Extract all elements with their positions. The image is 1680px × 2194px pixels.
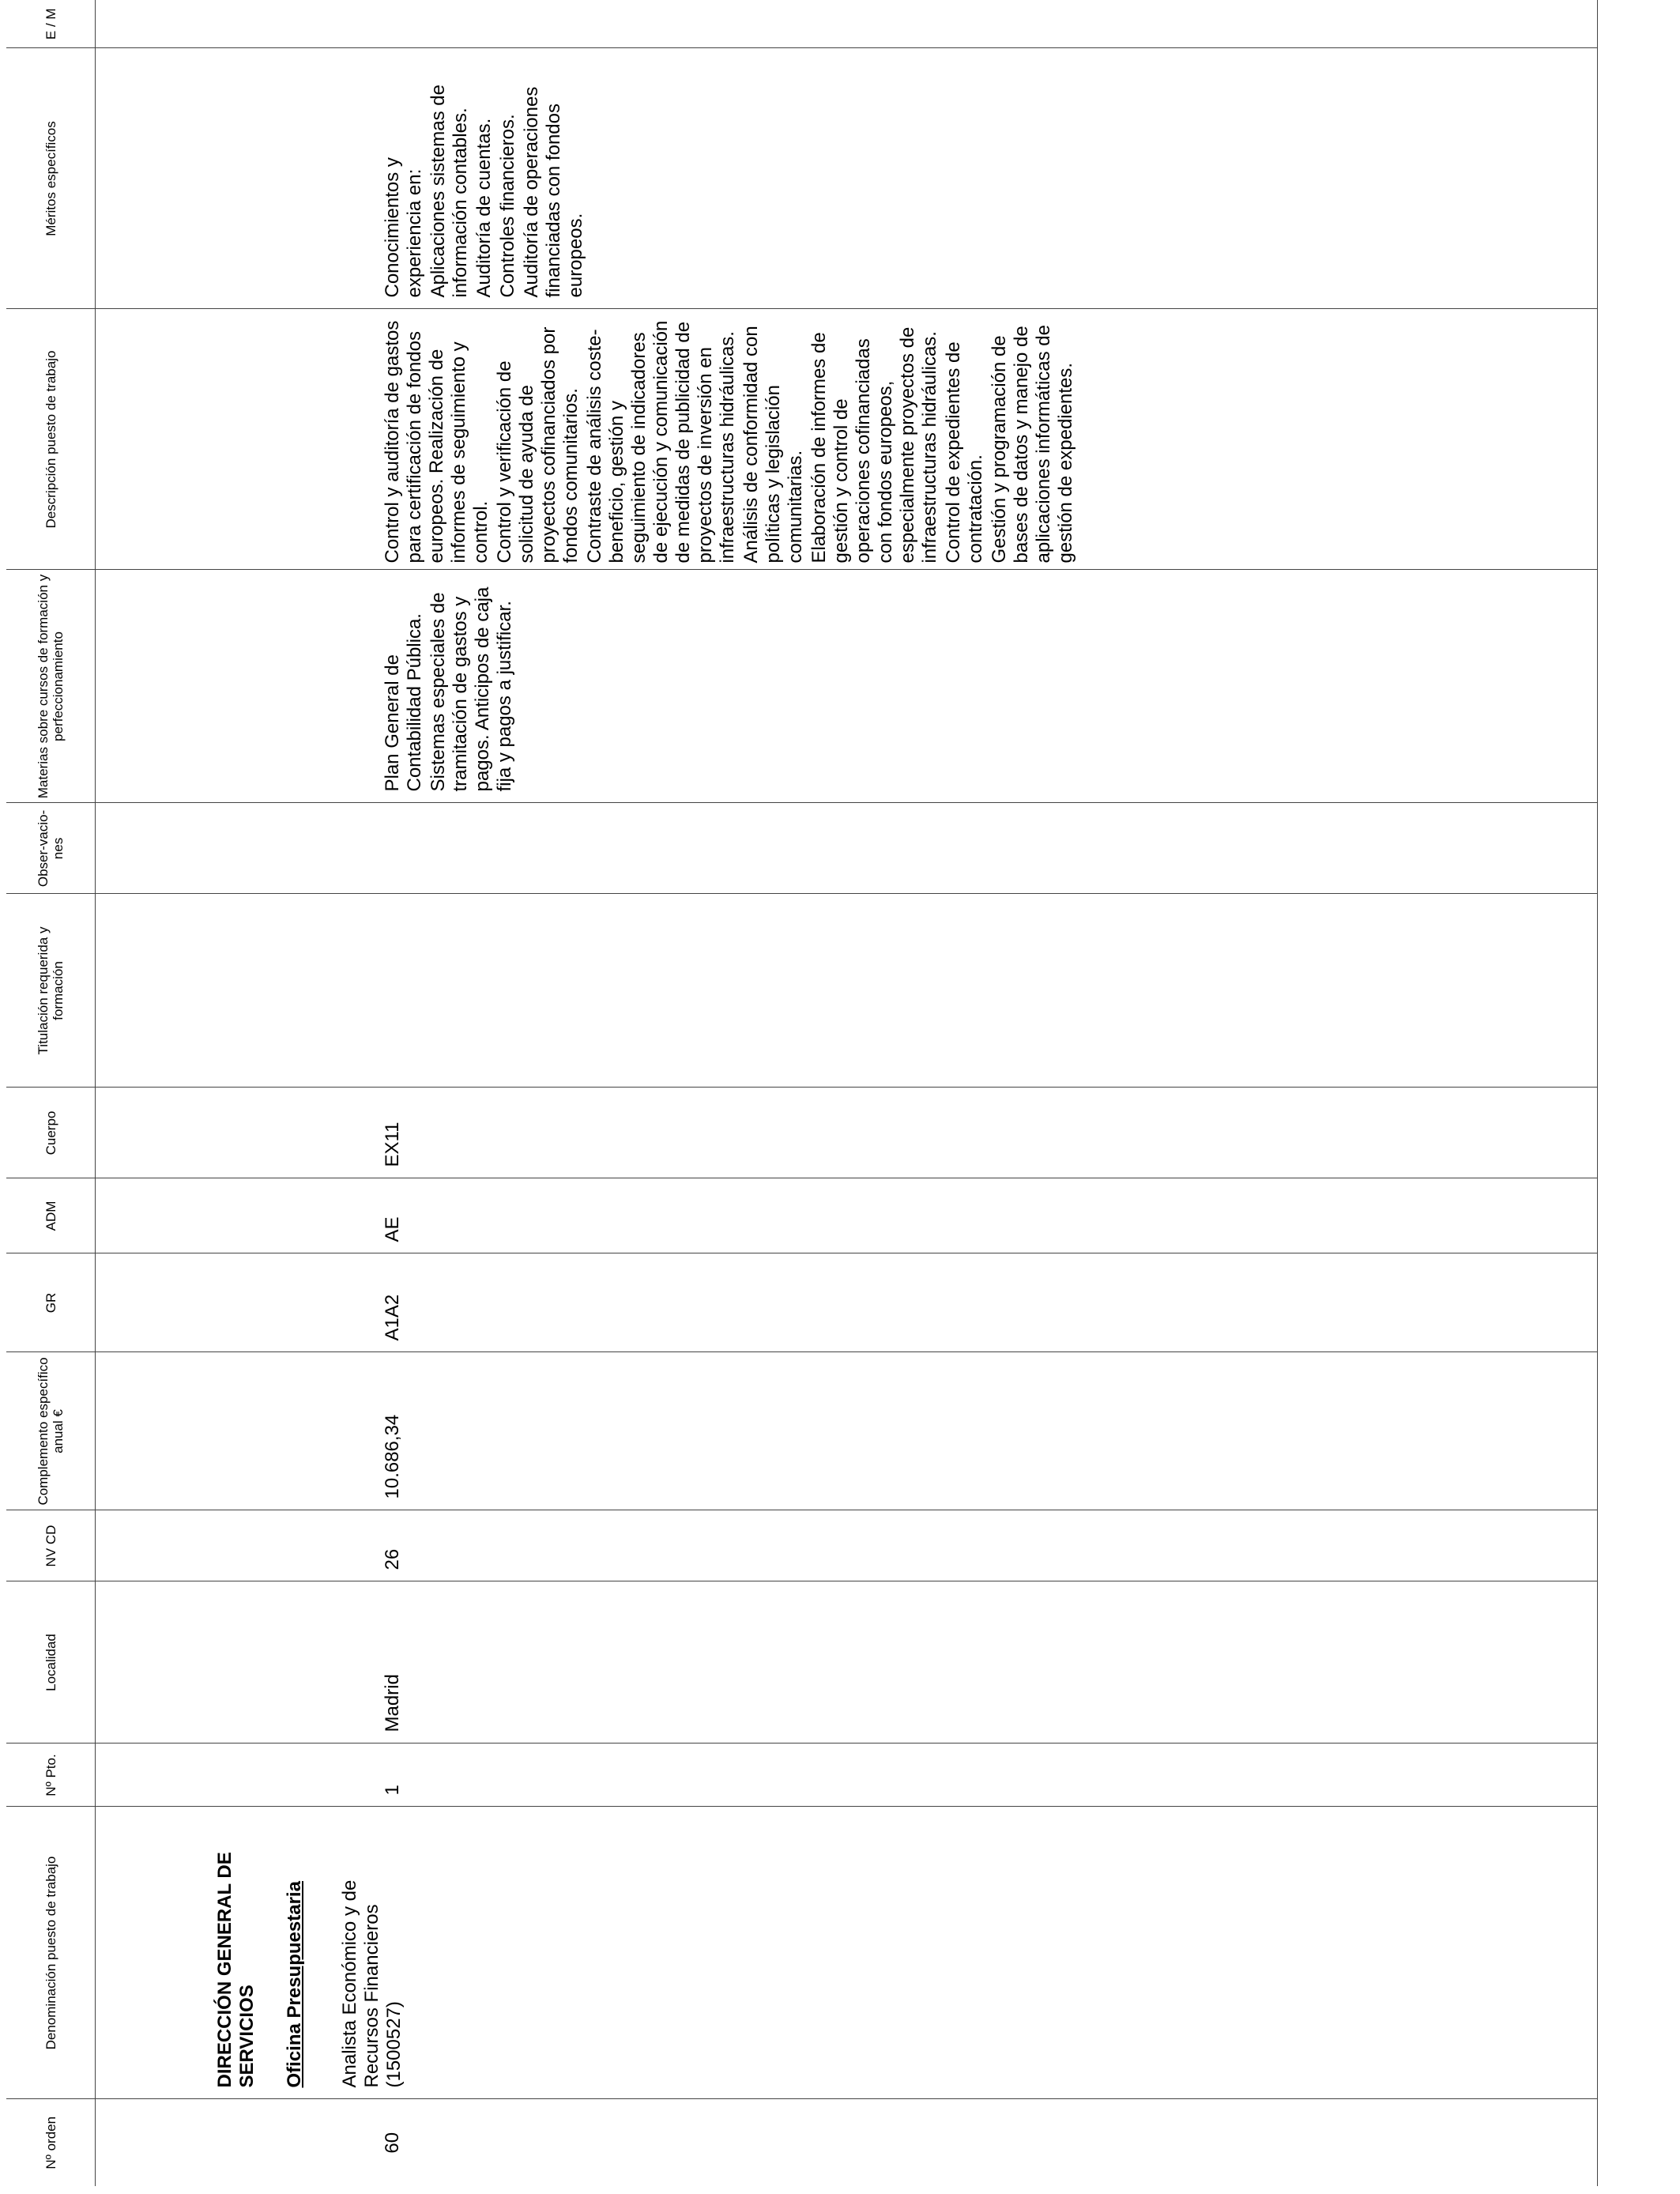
descripcion-list: [96, 310, 1077, 570]
cell-complemento: [96, 1352, 1598, 1510]
observaciones-value: [96, 804, 382, 894]
descripcion-item: Contraste de análisis coste-beneficio, gestión y seguimiento de indicadores de ejecución y comunicación de medidas de publicidad de proyectos de inversión en infraestructuras hidráulicas.: [584, 320, 738, 564]
descripcion-item: Análisis de conformidad con políticas y legislación comunitarias.: [740, 326, 806, 564]
cell-observaciones: [96, 803, 1598, 894]
header-materias: Materias sobre cursos de formación y perfeccionamiento: [6, 570, 96, 803]
cell-adm: [96, 1178, 1598, 1253]
header-localidad: Localidad: [6, 1581, 96, 1744]
descripcion-item: Control de expedientes de contratación.: [943, 341, 986, 564]
orden-value: 60: [382, 2132, 403, 2154]
meritos-item: Auditoría de cuentas.: [473, 118, 495, 298]
nvcd-value: 26: [382, 1548, 403, 1570]
meritos-list: [96, 49, 587, 309]
meritos-item: Auditoría de operaciones financiadas con fondos europeos.: [521, 86, 586, 298]
cell-titulacion: [96, 894, 1598, 1088]
cell-meritos: [96, 48, 1598, 309]
adm-value: AE: [382, 1216, 403, 1242]
meritos-item: Conocimientos y experiencia en:: [382, 157, 425, 298]
complemento-value: 10.686,34: [382, 1414, 403, 1499]
cell-denominacion: [96, 1807, 1598, 2099]
cell-gr: [96, 1253, 1598, 1352]
descripcion-item: Control y auditoría de gastos para certificación de fondos europeos. Realización de informes de seguimiento y control.: [382, 320, 492, 564]
materias-item: Sistemas especiales de tramitación de gastos y pagos. Anticipos de caja fija y pagos a justificar.: [428, 586, 515, 792]
cell-em: [96, 0, 1598, 48]
header-npto: Nº Pto.: [6, 1744, 96, 1807]
table-body: [96, 0, 1598, 2186]
direccion-title: DIRECCIÓN GENERAL DE SERVICIOS: [214, 1852, 258, 2088]
cell-orden: [96, 2099, 1598, 2186]
header-cuerpo: Cuerpo: [6, 1088, 96, 1178]
denominacion-value: Analista Económico y de Recursos Financieros (1500527): [339, 1879, 405, 2088]
materias-item: Plan General de Contabilidad Pública.: [382, 613, 425, 792]
cell-npto: [96, 1744, 1598, 1807]
table-header: [6, 0, 96, 2186]
descripcion-item: Gestión y programación de bases de datos y manejo de aplicaciones informáticas de gestión de expedientes.: [989, 325, 1076, 564]
gr-value: A1A2: [382, 1294, 403, 1341]
localidad-value: Madrid: [382, 1674, 403, 1732]
cell-descripcion: [96, 309, 1598, 570]
descripcion-item: Control y verificación de solicitud de ayuda de proyectos cofinanciados por fondos comunitarios.: [494, 326, 582, 564]
header-descripcion: Descripción puesto de trabajo: [6, 309, 96, 570]
plaza-table: [6, 0, 1598, 2186]
header-titulacion: Titulación requerida y formación: [6, 894, 96, 1088]
header-nvcd: NV CD: [6, 1510, 96, 1581]
header-observaciones: Obser-vacio-nes: [6, 803, 96, 894]
cell-localidad: [96, 1581, 1598, 1744]
meritos-item: Aplicaciones sistemas de información contables.: [428, 85, 471, 298]
header-em: E / M: [6, 0, 96, 48]
meritos-item: Controles financieros.: [497, 114, 518, 298]
descripcion-item: Elaboración de informes de gestión y control de operaciones cofinanciadas con fondos europeos, especialmente proyectos de infraestructuras hidráulicas.: [808, 326, 940, 564]
cuerpo-value: EX11: [382, 1122, 403, 1167]
oficina-title: Oficina Presupuestaria: [284, 1881, 305, 2088]
header-orden: Nº orden: [6, 2099, 96, 2186]
header-row: [6, 0, 96, 2186]
cell-cuerpo: [96, 1088, 1598, 1178]
header-denominacion: Denominación puesto de trabajo: [6, 1807, 96, 2099]
header-gr: GR: [6, 1253, 96, 1352]
table-row: [96, 0, 1598, 2186]
npto-value: 1: [382, 1785, 403, 1796]
header-meritos: Méritos específicos: [6, 48, 96, 309]
materias-list: [96, 571, 516, 803]
cell-materias: [96, 570, 1598, 803]
em-value: [96, 0, 382, 48]
header-adm: ADM: [6, 1178, 96, 1253]
titulacion-value: [96, 895, 382, 1088]
header-complemento: Complemento específico anual €: [6, 1352, 96, 1510]
cell-nvcd: [96, 1510, 1598, 1581]
